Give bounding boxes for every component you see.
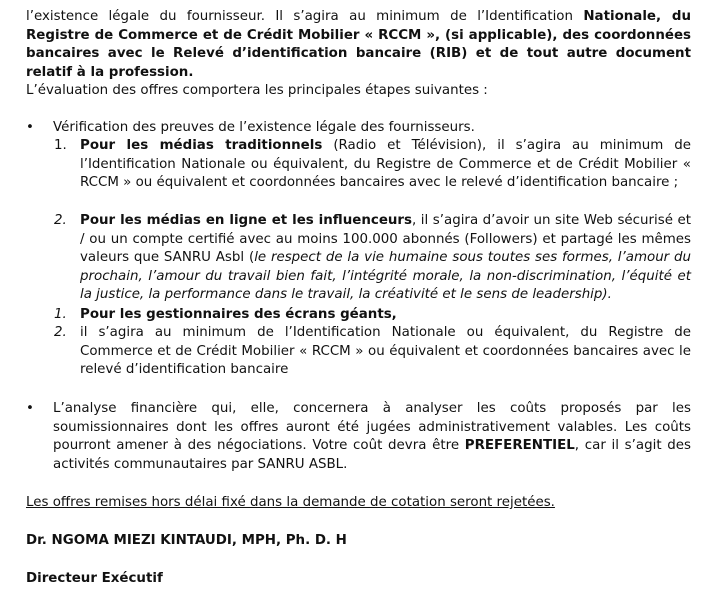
item-online-media bbox=[80, 212, 691, 305]
intro-paragraph bbox=[26, 8, 691, 82]
item-number: 2. bbox=[54, 325, 67, 340]
item-bold: Pour les médias traditionnels bbox=[80, 138, 323, 153]
signatory-name: Dr. NGOMA MIEZI KINTAUDI, MPH, Ph. D. H bbox=[26, 533, 347, 548]
item-identification: il s’agira au minimum de l’Identification Nationale ou équivalent, du Registre de Commerce et de Crédit Mobilier « RCCM » ou équivalent et coordonnées bancaires avec le relevé d’identification bancaire bbox=[80, 325, 691, 378]
item-number: 1. bbox=[54, 138, 67, 153]
bullet-verification: Vérification des preuves de l’existence légale des fournisseurs. bbox=[53, 120, 475, 135]
item-giant-screens bbox=[80, 306, 691, 325]
intro-bold-text: Nationale, du Registre de Commerce et de Crédit Mobilier « RCCM », (si applicable), des coordonnées bancaires avec le Relevé d’identification bancaire (RIB) et de tout autre document relatif à la profession. bbox=[26, 9, 691, 80]
bullet-text: L’analyse financière qui, elle, concernera à analyser les coûts proposés par les soumissionnaires dont les offres auront été jugées administrativement valables. Les coûts pourront amener à des négociations. Votre coût devra être bbox=[53, 401, 691, 454]
item-italic: le respect de la vie humaine sous toutes ses formes, l’amour du prochain, l’amour du travail bien fait, l’intégrité morale, la non-discrimination, l’équité et la justice, la performance dans le travail, la créativité et le sens de leadership). bbox=[80, 250, 691, 303]
bullet-bold: PREFERENTIEL bbox=[464, 438, 575, 454]
evaluation-intro: L’évaluation des offres comportera les principales étapes suivantes : bbox=[26, 83, 488, 98]
item-number: 2. bbox=[54, 213, 67, 228]
item-text: , il s’agira d’avoir un site Web sécurisé et / ou un compte certifié avec au moins 100.000 abonnés (Followers) et partagé les mêmes valeurs que SANRU Asbl ( bbox=[80, 213, 691, 266]
item-bold: Pour les médias en ligne et les influenceurs bbox=[80, 213, 413, 228]
bullet-text: , car il s’agit des activités communautaires par SANRU ASBL. bbox=[53, 438, 692, 472]
bullet-icon: • bbox=[26, 120, 34, 135]
item-traditional-media bbox=[80, 137, 691, 193]
signatory-title: Directeur Exécutif bbox=[26, 571, 163, 586]
bullet-icon: • bbox=[26, 401, 34, 416]
bullet-financial-analysis bbox=[53, 400, 691, 474]
intro-text: l’existence légale du fournisseur. Il s’agira au minimum de l’Identification bbox=[26, 9, 584, 24]
item-number: 1. bbox=[54, 307, 67, 322]
item-bold: Pour les gestionnaires des écrans géants, bbox=[80, 307, 397, 322]
item-text: (Radio et Télévision), il s’agira au minimum de l’Identification Nationale ou équivalent, du Registre de Commerce et de Crédit Mobilier « RCCM » ou équivalent et coordonnées bancaires avec le relevé d’identification bancaire ; bbox=[80, 138, 691, 191]
late-offers-notice: Les offres remises hors délai fixé dans la demande de cotation seront rejetées. bbox=[26, 495, 555, 510]
